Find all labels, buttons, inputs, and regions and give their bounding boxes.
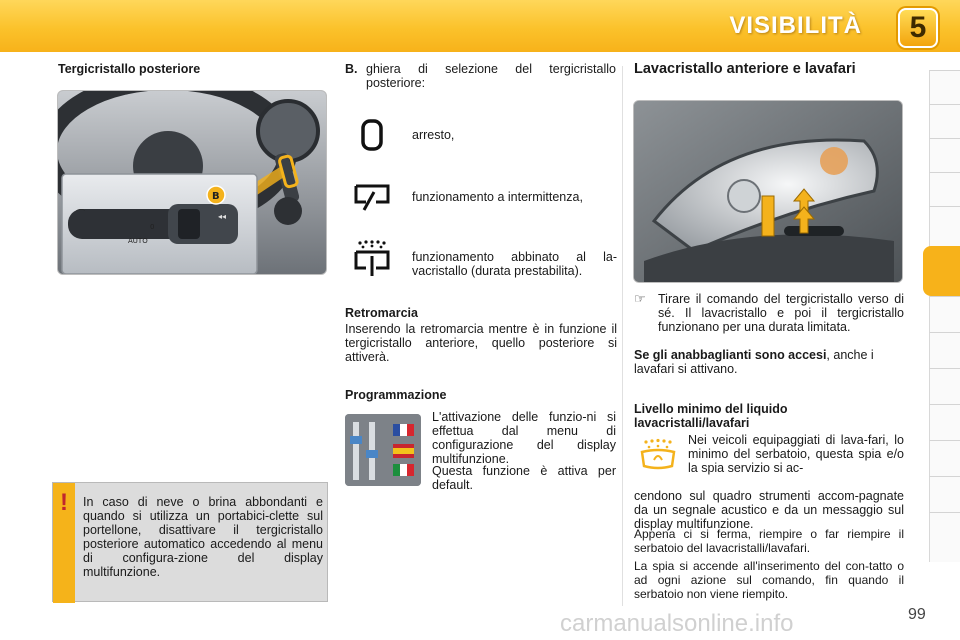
level-text-side: Nei veicoli equipaggiati di lava-fari, lo minimo del serbatoio, questa spia e/o la spia servizio si ac-	[688, 433, 904, 475]
warning-light-note: La spia si accende all'inserimento del con-tatto o ad ogni azione sul comando, fin quando il serbatoio non viene riempito.	[634, 559, 904, 601]
b-label: B.	[345, 62, 358, 76]
svg-text:0: 0	[150, 223, 155, 231]
pointing-hand-icon: ☞	[634, 291, 646, 306]
mode-stop-text: arresto,	[412, 128, 455, 142]
chapter-badge: 5	[898, 8, 938, 48]
headlamp-washer-image	[633, 100, 903, 283]
column-divider	[622, 66, 623, 606]
reverse-title: Retromarcia	[345, 306, 418, 320]
washer-wiper-icon	[352, 240, 392, 280]
exclamation-icon: !	[60, 489, 68, 516]
chapter-tab[interactable]	[929, 512, 960, 562]
refill-instruction: Appena ci si ferma, riempire o far riempire il serbatoio del lavacristalli/lavafari.	[634, 527, 904, 555]
warning-strip	[53, 483, 75, 603]
chapter-tabs	[929, 70, 960, 580]
callout-b-label: B	[212, 191, 220, 202]
page-title: VISIBILITÀ	[729, 12, 862, 39]
level-title: Livello minimo del liquido lavacristalli/lavafari	[634, 402, 788, 430]
b-text: ghiera di selezione del tergicristallo posteriore:	[366, 62, 616, 90]
watermark: carmanualsonline.info	[560, 610, 794, 637]
intermittent-wiper-icon	[352, 182, 392, 214]
rear-wiper-title: Tergicristallo posteriore	[58, 62, 201, 76]
rear-wiper-stalk-image	[57, 90, 327, 275]
header-band	[0, 0, 960, 52]
reverse-text: Inserendo la retromarcia mentre è in funzione il tergicristallo anteriore, quello posteriore si attiverà.	[345, 322, 617, 364]
washer-fluid-warning-icon	[638, 438, 678, 472]
warning-text: In caso di neve o brina abbondanti e quando si utilizza un portabici-clette sul portellone, disattivare il tergicristallo posteriore automatico accedendo al menu di configura-zione del display multifunzione.	[83, 495, 323, 579]
multifunction-display-icon	[345, 414, 421, 486]
mode-washer-text: funzionamento abbinato al la-vacristallo (durata prestabilita).	[412, 250, 617, 278]
svg-text:AUTO: AUTO	[128, 237, 148, 245]
svg-text:◂◂: ◂◂	[218, 212, 227, 221]
programming-text-2: Questa funzione è attiva per default.	[432, 464, 616, 492]
programming-text-1: L'attivazione delle funzio-ni si effettua dal menu di configurazione del display multifunzione.	[432, 410, 616, 466]
page-number: 99	[908, 606, 926, 623]
mode-intermittent-text: funzionamento a intermittenza,	[412, 190, 583, 204]
level-text-full: cendono sul quadro strumenti accom-pagnate da un segnale acustico e da un messaggio sul display multifunzione.	[634, 489, 904, 531]
washer-section-title: Lavacristallo anteriore e lavafari	[634, 61, 856, 77]
headlamp-illustration	[634, 101, 903, 283]
svg-text:⌒: ⌒	[76, 210, 86, 220]
warning-box	[52, 482, 328, 602]
headlamp-note-bold: Se gli anabbaglianti sono accesi	[634, 348, 827, 362]
headlamp-note-rest: , anche i lavafari si attivano.	[634, 348, 874, 376]
chapter-tab-active[interactable]	[923, 246, 960, 296]
stop-icon	[360, 118, 384, 152]
steering-stalk-illustration	[58, 91, 327, 275]
washer-instruction-text: Tirare il comando del tergicristallo verso di sé. Il lavacristallo e poi il tergicristallo funzionano per una durata limitata.	[658, 292, 904, 334]
headlamp-note	[634, 348, 904, 376]
programming-title: Programmazione	[345, 388, 447, 402]
